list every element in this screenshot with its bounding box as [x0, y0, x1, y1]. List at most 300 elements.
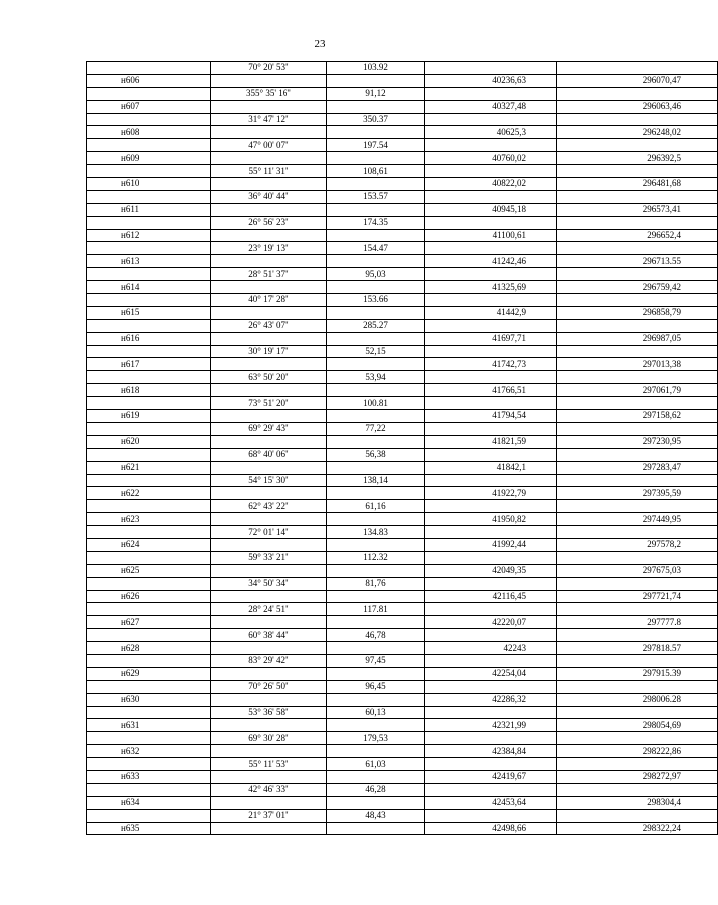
direction-angle-cell: 26° 43' 07" [211, 319, 327, 332]
segment-length-cell: 61,03 [327, 758, 425, 771]
segment-length-cell [327, 513, 425, 526]
point-name-cell [87, 551, 211, 564]
direction-angle-cell [211, 796, 327, 809]
segment-length-cell: 103.92 [327, 62, 425, 75]
segment-length-cell [327, 126, 425, 139]
x-coordinate-cell [425, 242, 557, 255]
segment-length-cell: 108,61 [327, 165, 425, 178]
boundary-coordinates-table [86, 61, 718, 835]
direction-angle-cell: 355° 35' 16" [211, 87, 327, 100]
x-coordinate-cell: 42243 [425, 642, 557, 655]
x-coordinate-cell [425, 551, 557, 564]
point-row [87, 74, 718, 87]
segment-length-cell [327, 203, 425, 216]
direction-angle-cell: 83° 29' 42" [211, 654, 327, 667]
x-coordinate-cell: 41100,61 [425, 229, 557, 242]
y-coordinate-cell: 298054,69 [557, 719, 718, 732]
point-name-cell: н624 [87, 538, 211, 551]
y-coordinate-cell: 297675,03 [557, 564, 718, 577]
x-coordinate-cell: 42453,64 [425, 796, 557, 809]
point-name-cell [87, 474, 211, 487]
segment-length-cell: 96,45 [327, 680, 425, 693]
segment-length-cell [327, 564, 425, 577]
y-coordinate-cell [557, 654, 718, 667]
segment-length-cell: 48,43 [327, 809, 425, 822]
x-coordinate-cell [425, 294, 557, 307]
segment-length-cell: 53,94 [327, 371, 425, 384]
direction-angle-cell [211, 152, 327, 165]
segment-row [87, 603, 718, 616]
segment-row [87, 758, 718, 771]
x-coordinate-cell [425, 732, 557, 745]
segment-row [87, 526, 718, 539]
segment-length-cell [327, 770, 425, 783]
direction-angle-cell: 53° 36' 58" [211, 706, 327, 719]
segment-length-cell [327, 152, 425, 165]
point-row [87, 332, 718, 345]
direction-angle-cell: 73° 51' 20" [211, 397, 327, 410]
y-coordinate-cell: 297915.39 [557, 667, 718, 680]
segment-length-cell [327, 255, 425, 268]
point-name-cell [87, 680, 211, 693]
direction-angle-cell: 28° 24' 51" [211, 603, 327, 616]
segment-length-cell [327, 590, 425, 603]
segment-length-cell: 112.32 [327, 551, 425, 564]
point-row [87, 719, 718, 732]
segment-length-cell: 91,12 [327, 87, 425, 100]
x-coordinate-cell [425, 474, 557, 487]
point-name-cell: н607 [87, 100, 211, 113]
x-coordinate-cell: 40760,02 [425, 152, 557, 165]
point-row [87, 745, 718, 758]
point-row [87, 693, 718, 706]
y-coordinate-cell: 296858,79 [557, 306, 718, 319]
x-coordinate-cell [425, 87, 557, 100]
x-coordinate-cell [425, 783, 557, 796]
point-name-cell [87, 139, 211, 152]
point-row [87, 281, 718, 294]
segment-row [87, 242, 718, 255]
segment-length-cell: 81,76 [327, 577, 425, 590]
segment-row [87, 809, 718, 822]
segment-row [87, 397, 718, 410]
point-name-cell [87, 448, 211, 461]
segment-row [87, 577, 718, 590]
segment-row [87, 422, 718, 435]
y-coordinate-cell: 296573,41 [557, 203, 718, 216]
segment-length-cell: 97,45 [327, 654, 425, 667]
x-coordinate-cell: 42321,99 [425, 719, 557, 732]
x-coordinate-cell: 42254,04 [425, 667, 557, 680]
x-coordinate-cell [425, 190, 557, 203]
direction-angle-cell [211, 538, 327, 551]
segment-row [87, 551, 718, 564]
segment-length-cell: 117.81 [327, 603, 425, 616]
segment-length-cell: 197.54 [327, 139, 425, 152]
segment-length-cell [327, 178, 425, 191]
point-row [87, 178, 718, 191]
point-row [87, 487, 718, 500]
direction-angle-cell [211, 410, 327, 423]
point-name-cell [87, 526, 211, 539]
direction-angle-cell: 34° 50' 34" [211, 577, 327, 590]
y-coordinate-cell [557, 190, 718, 203]
point-name-cell: н626 [87, 590, 211, 603]
x-coordinate-cell [425, 654, 557, 667]
y-coordinate-cell: 297721,74 [557, 590, 718, 603]
y-coordinate-cell: 296652,4 [557, 229, 718, 242]
y-coordinate-cell [557, 680, 718, 693]
segment-length-cell: 61,16 [327, 500, 425, 513]
x-coordinate-cell [425, 758, 557, 771]
y-coordinate-cell [557, 706, 718, 719]
point-name-cell: н614 [87, 281, 211, 294]
x-coordinate-cell: 41697,71 [425, 332, 557, 345]
point-name-cell [87, 500, 211, 513]
direction-angle-cell [211, 667, 327, 680]
segment-length-cell [327, 487, 425, 500]
direction-angle-cell [211, 203, 327, 216]
point-name-cell [87, 345, 211, 358]
segment-length-cell: 174.35 [327, 216, 425, 229]
point-name-cell [87, 165, 211, 178]
x-coordinate-cell: 41842,1 [425, 461, 557, 474]
point-row [87, 229, 718, 242]
y-coordinate-cell: 297013,38 [557, 358, 718, 371]
point-name-cell: н612 [87, 229, 211, 242]
x-coordinate-cell [425, 345, 557, 358]
point-name-cell: н625 [87, 564, 211, 577]
x-coordinate-cell: 42116,45 [425, 590, 557, 603]
direction-angle-cell: 36° 40' 44" [211, 190, 327, 203]
point-row [87, 564, 718, 577]
x-coordinate-cell: 40945,18 [425, 203, 557, 216]
x-coordinate-cell [425, 629, 557, 642]
y-coordinate-cell: 298006.28 [557, 693, 718, 706]
y-coordinate-cell [557, 139, 718, 152]
direction-angle-cell: 68° 40' 06" [211, 448, 327, 461]
y-coordinate-cell: 298304,4 [557, 796, 718, 809]
segment-row [87, 345, 718, 358]
y-coordinate-cell [557, 397, 718, 410]
direction-angle-cell: 47° 00' 07" [211, 139, 327, 152]
segment-row [87, 87, 718, 100]
y-coordinate-cell [557, 500, 718, 513]
point-row [87, 435, 718, 448]
x-coordinate-cell [425, 680, 557, 693]
point-row [87, 306, 718, 319]
segment-length-cell: 52,15 [327, 345, 425, 358]
point-name-cell [87, 113, 211, 126]
segment-length-cell: 46,28 [327, 783, 425, 796]
point-name-cell [87, 732, 211, 745]
point-name-cell: н621 [87, 461, 211, 474]
segment-row [87, 165, 718, 178]
segment-length-cell [327, 822, 425, 835]
direction-angle-cell [211, 513, 327, 526]
point-name-cell [87, 603, 211, 616]
segment-length-cell: 56,38 [327, 448, 425, 461]
direction-angle-cell [211, 745, 327, 758]
segment-length-cell [327, 358, 425, 371]
point-name-cell: н631 [87, 719, 211, 732]
segment-length-cell: 285.27 [327, 319, 425, 332]
direction-angle-cell: 60° 38' 44" [211, 629, 327, 642]
x-coordinate-cell [425, 422, 557, 435]
y-coordinate-cell: 297395,59 [557, 487, 718, 500]
segment-row [87, 190, 718, 203]
y-coordinate-cell [557, 294, 718, 307]
point-name-cell: н622 [87, 487, 211, 500]
segment-row [87, 113, 718, 126]
point-name-cell: н611 [87, 203, 211, 216]
point-row [87, 255, 718, 268]
segment-length-cell: 154.47 [327, 242, 425, 255]
x-coordinate-cell [425, 371, 557, 384]
x-coordinate-cell: 41325,69 [425, 281, 557, 294]
table-body [87, 62, 718, 835]
point-name-cell [87, 190, 211, 203]
y-coordinate-cell [557, 809, 718, 822]
y-coordinate-cell [557, 758, 718, 771]
x-coordinate-cell: 42498,66 [425, 822, 557, 835]
y-coordinate-cell [557, 113, 718, 126]
segment-length-cell [327, 538, 425, 551]
segment-length-cell [327, 306, 425, 319]
direction-angle-cell: 63° 50' 20" [211, 371, 327, 384]
x-coordinate-cell: 42220,07 [425, 616, 557, 629]
point-row [87, 642, 718, 655]
point-name-cell: н610 [87, 178, 211, 191]
y-coordinate-cell [557, 319, 718, 332]
y-coordinate-cell: 296070,47 [557, 74, 718, 87]
y-coordinate-cell: 296713.55 [557, 255, 718, 268]
x-coordinate-cell [425, 397, 557, 410]
point-name-cell: н633 [87, 770, 211, 783]
point-name-cell [87, 654, 211, 667]
direction-angle-cell: 28° 51' 37" [211, 268, 327, 281]
point-row [87, 358, 718, 371]
point-name-cell: н629 [87, 667, 211, 680]
direction-angle-cell [211, 306, 327, 319]
point-row [87, 410, 718, 423]
point-name-cell [87, 216, 211, 229]
x-coordinate-cell: 40822,02 [425, 178, 557, 191]
x-coordinate-cell: 41821,59 [425, 435, 557, 448]
segment-row [87, 319, 718, 332]
direction-angle-cell [211, 487, 327, 500]
direction-angle-cell [211, 384, 327, 397]
point-name-cell [87, 758, 211, 771]
point-name-cell: н608 [87, 126, 211, 139]
point-name-cell [87, 577, 211, 590]
segment-length-cell: 350.37 [327, 113, 425, 126]
y-coordinate-cell: 296392,5 [557, 152, 718, 165]
segment-length-cell [327, 435, 425, 448]
y-coordinate-cell: 297230,95 [557, 435, 718, 448]
y-coordinate-cell [557, 345, 718, 358]
x-coordinate-cell: 42384,84 [425, 745, 557, 758]
segment-length-cell [327, 461, 425, 474]
direction-angle-cell: 54° 15' 30" [211, 474, 327, 487]
x-coordinate-cell: 41766,51 [425, 384, 557, 397]
segment-row [87, 783, 718, 796]
x-coordinate-cell [425, 113, 557, 126]
y-coordinate-cell [557, 603, 718, 616]
segment-length-cell [327, 642, 425, 655]
direction-angle-cell [211, 358, 327, 371]
point-row [87, 590, 718, 603]
direction-angle-cell: 23° 19' 13" [211, 242, 327, 255]
segment-row [87, 654, 718, 667]
direction-angle-cell [211, 281, 327, 294]
y-coordinate-cell: 298272,97 [557, 770, 718, 783]
point-name-cell: н606 [87, 74, 211, 87]
segment-length-cell [327, 74, 425, 87]
y-coordinate-cell: 297158,62 [557, 410, 718, 423]
direction-angle-cell [211, 693, 327, 706]
segment-length-cell [327, 796, 425, 809]
point-name-cell: н623 [87, 513, 211, 526]
y-coordinate-cell [557, 551, 718, 564]
segment-length-cell [327, 229, 425, 242]
point-row [87, 152, 718, 165]
point-name-cell [87, 706, 211, 719]
direction-angle-cell: 55° 11' 31" [211, 165, 327, 178]
segment-length-cell [327, 281, 425, 294]
y-coordinate-cell [557, 242, 718, 255]
y-coordinate-cell: 297449,95 [557, 513, 718, 526]
segment-length-cell: 138,14 [327, 474, 425, 487]
y-coordinate-cell [557, 732, 718, 745]
point-name-cell: н620 [87, 435, 211, 448]
direction-angle-cell: 72° 01' 14" [211, 526, 327, 539]
segment-row [87, 629, 718, 642]
x-coordinate-cell [425, 268, 557, 281]
x-coordinate-cell: 41992,44 [425, 538, 557, 551]
x-coordinate-cell: 40327,48 [425, 100, 557, 113]
direction-angle-cell [211, 770, 327, 783]
x-coordinate-cell: 41794,54 [425, 410, 557, 423]
point-row [87, 538, 718, 551]
segment-length-cell [327, 616, 425, 629]
point-name-cell: н618 [87, 384, 211, 397]
direction-angle-cell: 69° 29' 43" [211, 422, 327, 435]
point-row [87, 770, 718, 783]
segment-length-cell: 153.57 [327, 190, 425, 203]
y-coordinate-cell: 298222,86 [557, 745, 718, 758]
point-name-cell [87, 294, 211, 307]
y-coordinate-cell [557, 165, 718, 178]
page-number: 23 [314, 38, 326, 50]
segment-length-cell: 77,22 [327, 422, 425, 435]
point-name-cell: н627 [87, 616, 211, 629]
direction-angle-cell: 59° 33' 21" [211, 551, 327, 564]
direction-angle-cell [211, 719, 327, 732]
y-coordinate-cell [557, 783, 718, 796]
x-coordinate-cell [425, 448, 557, 461]
y-coordinate-cell: 296987,05 [557, 332, 718, 345]
point-name-cell [87, 319, 211, 332]
direction-angle-cell: 40° 17' 28" [211, 294, 327, 307]
x-coordinate-cell: 40625,3 [425, 126, 557, 139]
point-name-cell [87, 242, 211, 255]
segment-length-cell: 95,03 [327, 268, 425, 281]
y-coordinate-cell: 297283,47 [557, 461, 718, 474]
y-coordinate-cell [557, 526, 718, 539]
segment-length-cell [327, 100, 425, 113]
direction-angle-cell: 70° 26' 50" [211, 680, 327, 693]
point-name-cell: н609 [87, 152, 211, 165]
point-row [87, 616, 718, 629]
x-coordinate-cell [425, 809, 557, 822]
y-coordinate-cell [557, 448, 718, 461]
y-coordinate-cell: 297061,79 [557, 384, 718, 397]
point-name-cell [87, 62, 211, 75]
direction-angle-cell: 26° 56' 23" [211, 216, 327, 229]
segment-length-cell [327, 384, 425, 397]
direction-angle-cell [211, 126, 327, 139]
point-row [87, 461, 718, 474]
direction-angle-cell: 30° 19' 17" [211, 345, 327, 358]
x-coordinate-cell: 41442,9 [425, 306, 557, 319]
y-coordinate-cell: 297578,2 [557, 538, 718, 551]
y-coordinate-cell [557, 629, 718, 642]
point-row [87, 203, 718, 216]
point-name-cell [87, 629, 211, 642]
direction-angle-cell [211, 435, 327, 448]
y-coordinate-cell: 296248,02 [557, 126, 718, 139]
point-name-cell [87, 809, 211, 822]
x-coordinate-cell: 41950,82 [425, 513, 557, 526]
point-row [87, 126, 718, 139]
y-coordinate-cell [557, 87, 718, 100]
direction-angle-cell [211, 642, 327, 655]
x-coordinate-cell [425, 706, 557, 719]
point-row [87, 822, 718, 835]
y-coordinate-cell [557, 268, 718, 281]
segment-length-cell: 179,53 [327, 732, 425, 745]
point-name-cell [87, 87, 211, 100]
direction-angle-cell [211, 590, 327, 603]
point-name-cell: н615 [87, 306, 211, 319]
point-name-cell [87, 268, 211, 281]
segment-row [87, 732, 718, 745]
y-coordinate-cell: 298322,24 [557, 822, 718, 835]
direction-angle-cell: 21° 37' 01" [211, 809, 327, 822]
segment-length-cell: 134.83 [327, 526, 425, 539]
x-coordinate-cell [425, 319, 557, 332]
direction-angle-cell [211, 255, 327, 268]
point-row [87, 100, 718, 113]
segment-length-cell [327, 719, 425, 732]
direction-angle-cell: 31° 47' 12" [211, 113, 327, 126]
point-name-cell [87, 397, 211, 410]
segment-row [87, 680, 718, 693]
y-coordinate-cell: 297777.8 [557, 616, 718, 629]
segment-row [87, 139, 718, 152]
point-name-cell [87, 371, 211, 384]
point-row [87, 513, 718, 526]
point-row [87, 384, 718, 397]
x-coordinate-cell [425, 603, 557, 616]
point-name-cell: н630 [87, 693, 211, 706]
x-coordinate-cell: 42286,32 [425, 693, 557, 706]
direction-angle-cell [211, 616, 327, 629]
segment-length-cell: 153.66 [327, 294, 425, 307]
segment-row [87, 474, 718, 487]
x-coordinate-cell [425, 62, 557, 75]
